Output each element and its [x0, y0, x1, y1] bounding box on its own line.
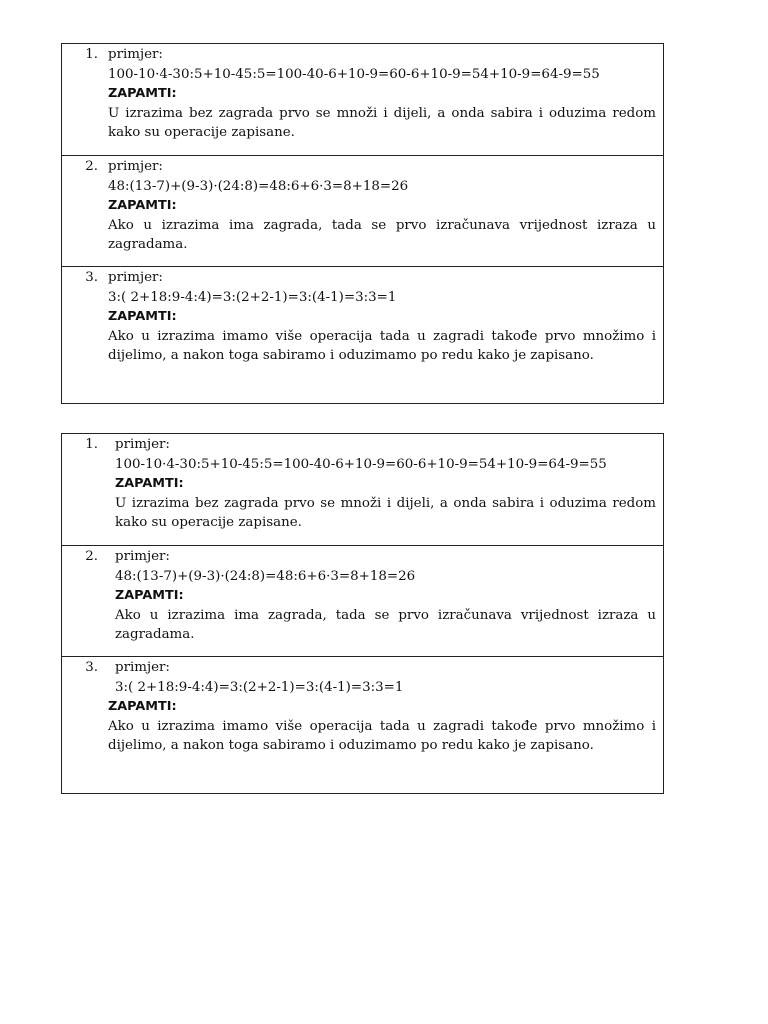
remember-heading: ZAPAMTI:: [108, 198, 177, 214]
example-number: 3.: [85, 660, 98, 675]
example-expression: 100-10·4-30:5+10-45:5=100-40-6+10-9=60-6+10-9=54+10-9=64-9=55: [108, 66, 600, 82]
examples-table-2: [61, 433, 664, 794]
examples-table-1: [61, 43, 664, 404]
example-label: primjer:: [115, 437, 170, 452]
example-row: [62, 266, 663, 403]
example-expression: 48:(13-7)+(9-3)·(24:8)=48:6+6·3=8+18=26: [108, 178, 409, 194]
remember-heading: ZAPAMTI:: [115, 588, 184, 604]
example-label: primjer:: [108, 159, 163, 174]
example-label: primjer:: [115, 660, 170, 675]
remember-heading: ZAPAMTI:: [115, 476, 184, 492]
example-number: 3.: [85, 270, 98, 285]
example-number: 2.: [85, 159, 98, 174]
example-row: [62, 434, 663, 545]
example-label: primjer:: [108, 47, 163, 62]
rule-text: Ako u izrazima ima zagrada, tada se prvo izračunava vrijednost izraza u zagradama.: [108, 217, 656, 253]
example-expression: 3:( 2+18:9-4:4)=3:(2+2-1)=3:(4-1)=3:3=1: [108, 289, 397, 305]
example-row: [62, 545, 663, 656]
rule-text: U izrazima bez zagrada prvo se množi i dijeli, a onda sabira i oduzima redom kako su operacije zapisane.: [108, 105, 656, 141]
remember-heading: ZAPAMTI:: [108, 699, 177, 715]
example-row: [62, 656, 663, 793]
example-expression: 48:(13-7)+(9-3)·(24:8)=48:6+6·3=8+18=26: [115, 568, 416, 584]
example-row: [62, 44, 663, 155]
rule-text: Ako u izrazima ima zagrada, tada se prvo izračunava vrijednost izraza u zagradama.: [115, 607, 656, 643]
example-row: [62, 155, 663, 266]
example-number: 1.: [85, 437, 98, 452]
rule-text: Ako u izrazima imamo više operacija tada u zagradi takođe prvo množimo i dijelimo, a nakon toga sabiramo i oduzimamo po redu kako je zapisano.: [108, 328, 656, 364]
remember-heading: ZAPAMTI:: [108, 86, 177, 102]
example-number: 1.: [85, 47, 98, 62]
example-label: primjer:: [115, 549, 170, 564]
example-number: 2.: [85, 549, 98, 564]
remember-heading: ZAPAMTI:: [108, 309, 177, 325]
example-label: primjer:: [108, 270, 163, 285]
example-expression: 100-10·4-30:5+10-45:5=100-40-6+10-9=60-6+10-9=54+10-9=64-9=55: [115, 456, 607, 472]
rule-text: Ako u izrazima imamo više operacija tada u zagradi takođe prvo množimo i dijelimo, a nakon toga sabiramo i oduzimamo po redu kako je zapisano.: [108, 718, 656, 754]
rule-text: U izrazima bez zagrada prvo se množi i dijeli, a onda sabira i oduzima redom kako su operacije zapisane.: [115, 495, 656, 531]
example-expression: 3:( 2+18:9-4:4)=3:(2+2-1)=3:(4-1)=3:3=1: [115, 679, 404, 695]
